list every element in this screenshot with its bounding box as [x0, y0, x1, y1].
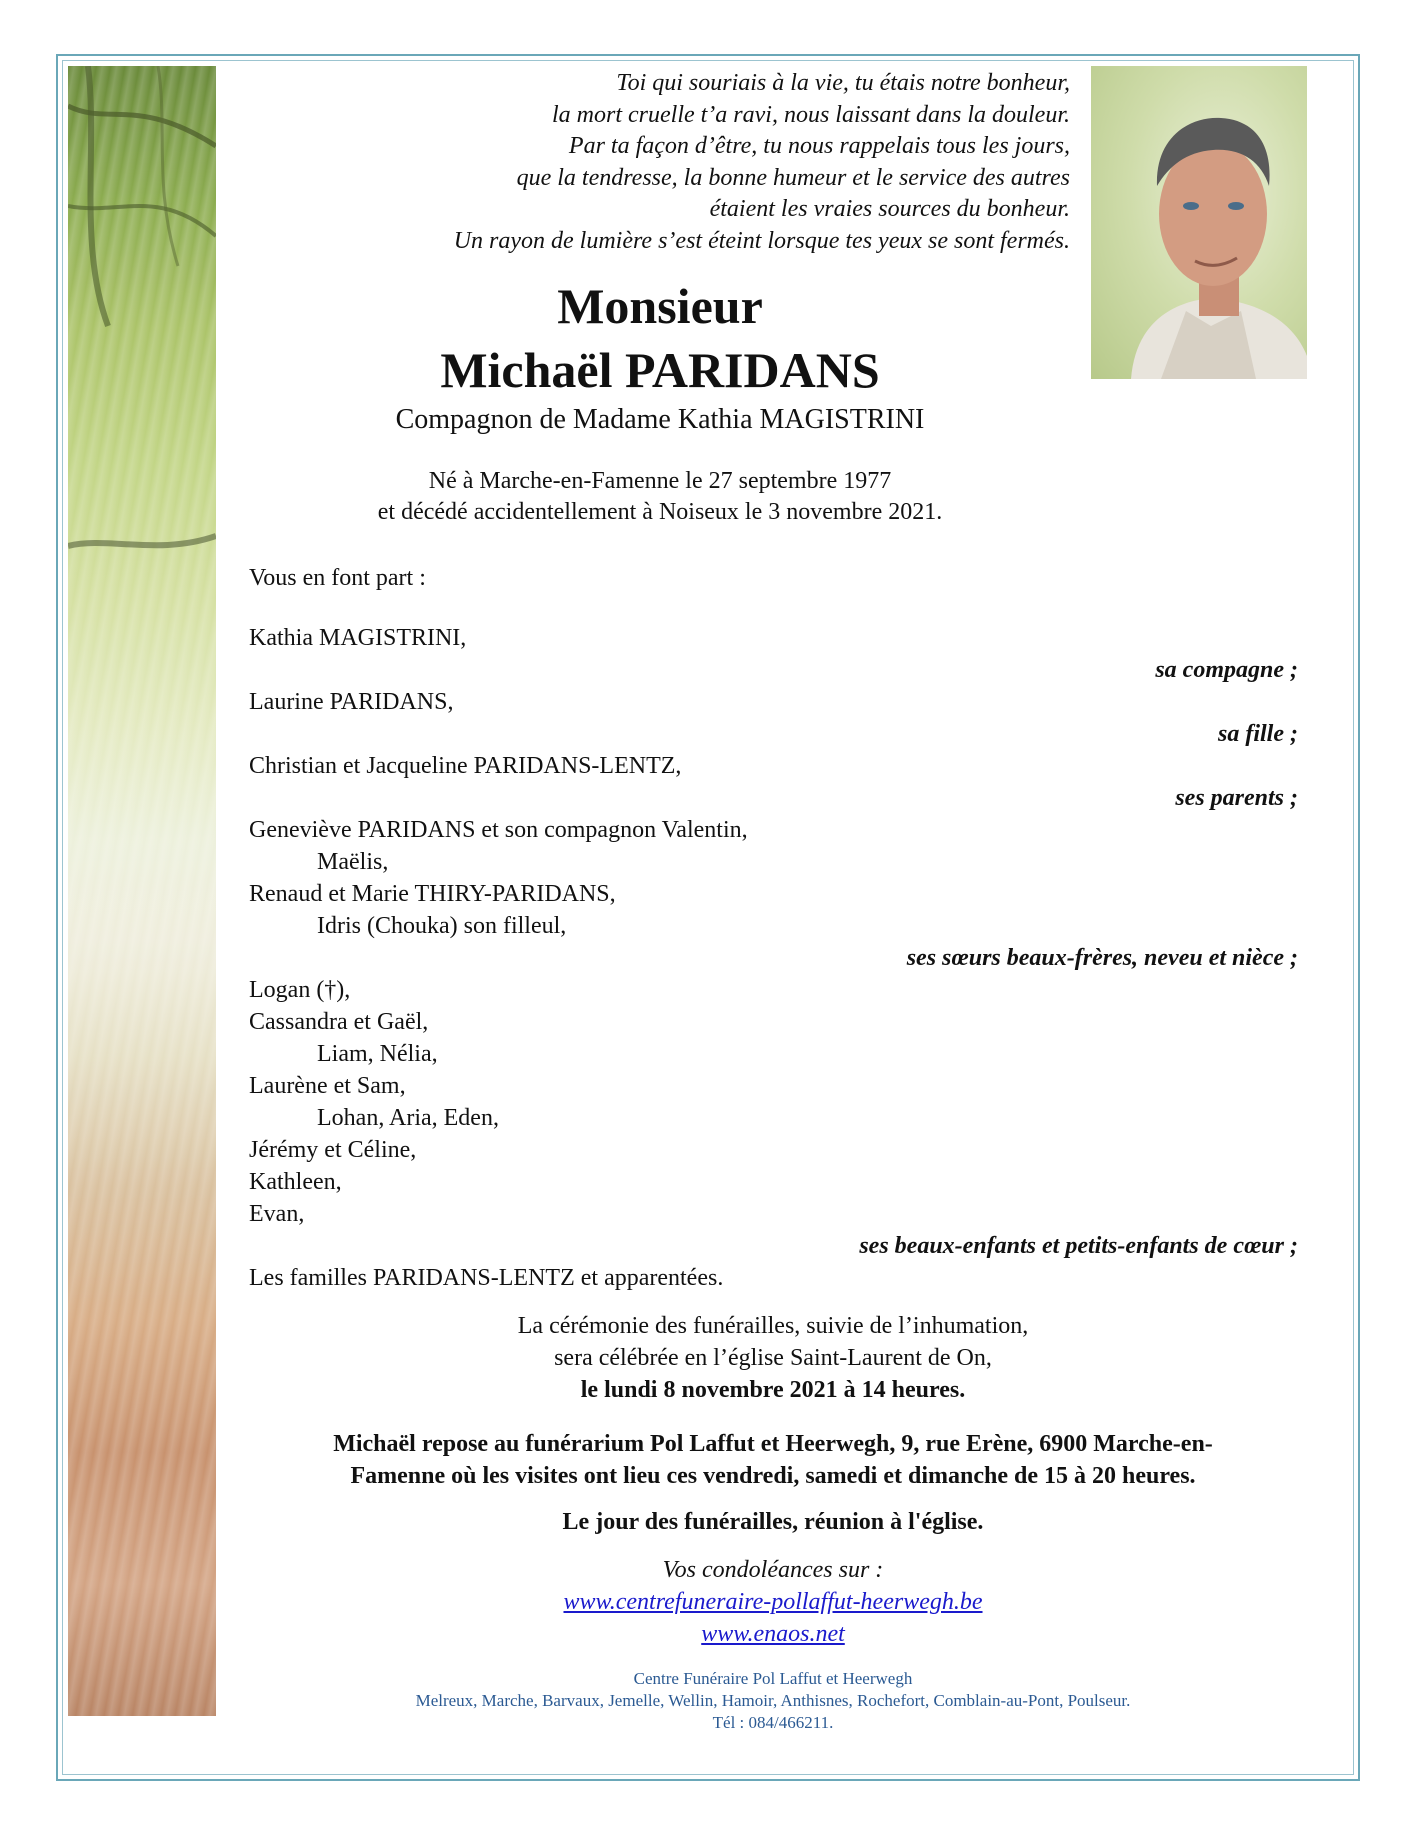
family-role: sa fille ; — [1218, 721, 1298, 747]
ceremony-line: La cérémonie des funérailles, suivie de l’inhumation, — [517, 1313, 1029, 1339]
poem-line: Un rayon de lumière s’est éteint lorsque tes yeux se sont fermés. — [453, 227, 1070, 254]
intro: Vous en font part : — [249, 565, 426, 591]
family-line: Les familles PARIDANS-LENTZ et apparentées. — [249, 1265, 724, 1291]
birth-line: Né à Marche-en-Famenne le 27 septembre 1977 — [428, 468, 892, 494]
poem-line: la mort cruelle t’a ravi, nous laissant dans la douleur. — [552, 101, 1070, 128]
condolences — [250, 1554, 1296, 1650]
family-line: Cassandra et Gaël, — [249, 1009, 429, 1035]
family-line: Logan (†), — [249, 977, 351, 1003]
poem-line: que la tendresse, la bonne humeur et le service des autres — [516, 164, 1070, 191]
subtitle: Compagnon de Madame Kathia MAGISTRINI — [395, 404, 925, 435]
birth-death-dates — [250, 466, 1070, 528]
family-role: ses parents ; — [1175, 785, 1298, 811]
family-line: Kathleen, — [249, 1169, 342, 1195]
family-line: Laurène et Sam, — [249, 1073, 406, 1099]
condolences-link-enaos[interactable]: www.enaos.net — [701, 1621, 845, 1647]
family-line: Evan, — [249, 1201, 305, 1227]
footer-locations: Melreux, Marche, Barvaux, Jemelle, Wellin, Hamoir, Anthisnes, Rochefort, Comblain-au-Pont, Poulseur. — [415, 1691, 1131, 1710]
family-role: ses sœurs beaux-frères, neveu et nièce ; — [906, 945, 1298, 971]
visits-line: Famenne où les visites ont lieu ces vendredi, samedi et dimanche de 15 à 20 heures. — [350, 1463, 1196, 1489]
tree-branches — [68, 66, 216, 666]
death-line: et décédé accidentellement à Noiseux le 3 novembre 2021. — [377, 499, 943, 525]
family-line: Lohan, Aria, Eden, — [317, 1105, 499, 1131]
family-line: Laurine PARIDANS, — [249, 689, 454, 715]
reunion-info: Le jour des funérailles, réunion à l'église. — [562, 1509, 984, 1535]
poem — [250, 68, 1070, 257]
visits-info — [250, 1428, 1296, 1492]
poem-line: Par ta façon d’être, tu nous rappelais tous les jours, — [568, 133, 1070, 159]
family-line: Jérémy et Céline, — [249, 1137, 417, 1163]
family-line: Renaud et Marie THIRY-PARIDANS, — [249, 881, 616, 907]
ceremony-info — [250, 1310, 1296, 1406]
condolences-label: Vos condoléances sur : — [662, 1557, 884, 1583]
salutation: Monsieur — [557, 278, 763, 334]
ceremony-line: sera célébrée en l’église Saint-Laurent de On, — [554, 1345, 992, 1371]
ceremony-datetime: le lundi 8 novembre 2021 à 14 heures. — [580, 1377, 966, 1403]
family-line: Idris (Chouka) son filleul, — [317, 913, 567, 939]
family-line: Christian et Jacqueline PARIDANS-LENTZ, — [249, 753, 682, 779]
family-role: ses beaux-enfants et petits-enfants de cœur ; — [859, 1233, 1298, 1259]
family-line: Maëlis, — [317, 849, 389, 875]
poem-line: étaient les vraies sources du bonheur. — [709, 196, 1070, 222]
forest-path-photo — [68, 66, 216, 1716]
footer-phone: Tél : 084/466211. — [712, 1713, 834, 1732]
footer-name: Centre Funéraire Pol Laffut et Heerwegh — [633, 1669, 913, 1688]
family-line: Geneviève PARIDANS et son compagnon Valentin, — [249, 817, 748, 843]
family-line: Liam, Nélia, — [317, 1041, 438, 1067]
family-role: sa compagne ; — [1155, 657, 1298, 683]
portrait-photo — [1091, 66, 1307, 379]
condolences-link-centre[interactable]: www.centrefuneraire-pollaffut-heerwegh.be — [563, 1589, 983, 1615]
funeral-home-footer — [250, 1668, 1296, 1734]
deceased-name: Michaël PARIDANS — [440, 342, 880, 398]
portrait-figure — [1091, 66, 1307, 379]
family-line: Kathia MAGISTRINI, — [249, 625, 467, 651]
visits-line: Michaël repose au funérarium Pol Laffut et Heerwegh, 9, rue Erène, 6900 Marche-en- — [333, 1431, 1213, 1457]
poem-line: Toi qui souriais à la vie, tu étais notre bonheur, — [616, 70, 1070, 96]
